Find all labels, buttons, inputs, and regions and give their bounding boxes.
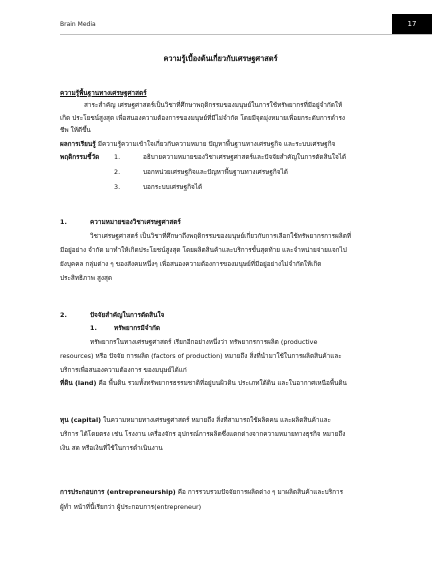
indicator-num-3: 3. xyxy=(114,183,121,191)
outcome-text: มีความรู้ความเข้าใจเกี่ยวกับความหมาย ปัญหาพื้นฐานทางเศรษฐกิจ และระบบเศรษฐกิจ xyxy=(95,140,336,148)
land-definition xyxy=(60,379,347,387)
page-number: 17 xyxy=(407,20,417,28)
entrepreneurship-definition xyxy=(60,488,343,496)
section1-number: 1. xyxy=(60,218,67,226)
intro-line-2: เกิด ประโยชน์สูงสุด เพื่อสนองความต้องการของมนุษย์ที่มีไม่จำกัด โดยมีจุดมุ่งหมายเพื่อยกระดับการดำรง xyxy=(60,114,345,122)
capital-definition xyxy=(60,416,331,424)
section2-line-2: resources) หรือ ปัจจัย การผลิต (factors of production) หมายถึง สิ่งที่นำมาใช้ในการผลิตสินค้าและ xyxy=(60,352,342,360)
subsection-heading: ทรัพยากรมีจำกัด xyxy=(114,324,161,332)
entrepreneurship-text: คือ การรวบรวมปัจจัยการผลิตต่าง ๆ มาผลิตสินค้าและบริการ xyxy=(175,488,344,496)
section2-heading: ปัจจัยสำคัญในการตัดสินใจ xyxy=(90,311,165,319)
page-header xyxy=(0,0,441,44)
header-divider xyxy=(60,34,432,35)
entrepreneurship-line-2: ผู้ทำ หน้าที่นี้เรียกว่า ผู้ประกอบการ(entrepreneur) xyxy=(60,503,202,511)
indicator-text-3: บอกระบบเศรษฐกิจได้ xyxy=(143,183,203,191)
section1-line-1: วิชาเศรษฐศาสตร์ เป็นวิชาที่ศึกษาถึงพฤติกรรมของมนุษย์เกี่ยวกับการเลือกใช้ทรัพยากรการผลิตที่ xyxy=(90,232,352,240)
learning-outcome xyxy=(60,140,335,148)
section2-number: 2. xyxy=(60,311,67,319)
page-title: ความรู้เบื้องต้นเกี่ยวกับเศรษฐศาสตร์ xyxy=(163,54,278,63)
section1-heading: ความหมายของวิชาเศรษฐศาสตร์ xyxy=(90,218,181,226)
indicator-num-2: 2. xyxy=(114,168,121,176)
page-number-badge xyxy=(392,14,432,34)
intro-heading: ความรู้พื้นฐานทางเศรษฐศาสตร์ xyxy=(60,89,147,97)
intro-line-1: สาระสำคัญ เศรษฐศาสตร์เป็นวิชาที่ศึกษาพฤติกรรมของมนุษย์ในการใช้ทรัพยากรที่มีอยู่จำกัดให้ xyxy=(84,101,343,109)
subsection-number: 1. xyxy=(90,324,97,332)
section2-line-3: บริการเพื่อสนองความต้องการ ของมนุษย์ได้แก่ xyxy=(60,366,187,374)
capital-label: ทุน (capital) xyxy=(60,416,102,424)
land-label: ที่ดิน (land) xyxy=(60,379,97,387)
section1-line-3: ยังบุคคล กลุ่มต่าง ๆ ของสังคมหนึ่งๆ เพื่อสนองความต้องการของมนุษย์ที่มีอยู่อย่างไม่จำกัดให้เกิด xyxy=(60,260,322,268)
section1-line-4: ประสิทธิภาพ สูงสุด xyxy=(60,274,113,282)
indicator-label: พฤติกรรมชี้วัด xyxy=(60,153,100,161)
indicator-num-1: 1. xyxy=(114,153,121,161)
entrepreneurship-label: การประกอบการ (entrepreneurship) xyxy=(60,488,176,496)
indicator-text-1: อธิบายความหมายของวิชาเศรษฐศาสตร์และปัจจัยสำคัญในการตัดสินใจได้ xyxy=(143,153,347,161)
outcome-label: ผลการเรียนรู้ xyxy=(60,140,96,148)
section1-line-2: มีอยู่อย่าง จำกัด มาทำให้เกิดประโยชน์สูงสุด โดยผลิตสินค้าและบริการขั้นสุดท้าย และจำหน่ายจ่ายแจกไป xyxy=(60,246,347,254)
indicator-text-2: บอกหน่วยเศรษฐกิจและปัญหาพื้นฐานทางเศรษฐกิจได้ xyxy=(143,168,288,176)
capital-line-2: บริการ ได้โดยตรง เช่น โรงงาน เครื่องจักร อุปกรณ์การผลิตซึ่งแตกต่างจากความหมายทางธุรกิจ หมายถึง xyxy=(60,430,346,438)
land-text: คือ พื้นดิน รวมทั้งทรัพยากรธรรมชาติที่อยู่บนผิวดิน ประเภทใต้ดิน และในอากาศเหนือพื้นดิน xyxy=(96,379,347,387)
capital-text: ในความหมายทางเศรษฐศาสตร์ หมายถึง สิ่งที่สามารถใช้ผลิตคน และผลิตสินค้าและ xyxy=(101,416,331,424)
section2-line-1: ทรัพยากรในทางเศรษฐศาสตร์ เรียกอีกอย่างหนึ่งว่า ทรัพยากรการผลิต (productive xyxy=(90,338,318,346)
header-brand: Brain Media xyxy=(60,21,96,28)
intro-line-3: ชีพ ให้ดีขึ้น xyxy=(60,126,91,134)
capital-line-3: เงิน สด หรือเงินที่ใช้ในการดำเนินงาน xyxy=(60,444,163,452)
